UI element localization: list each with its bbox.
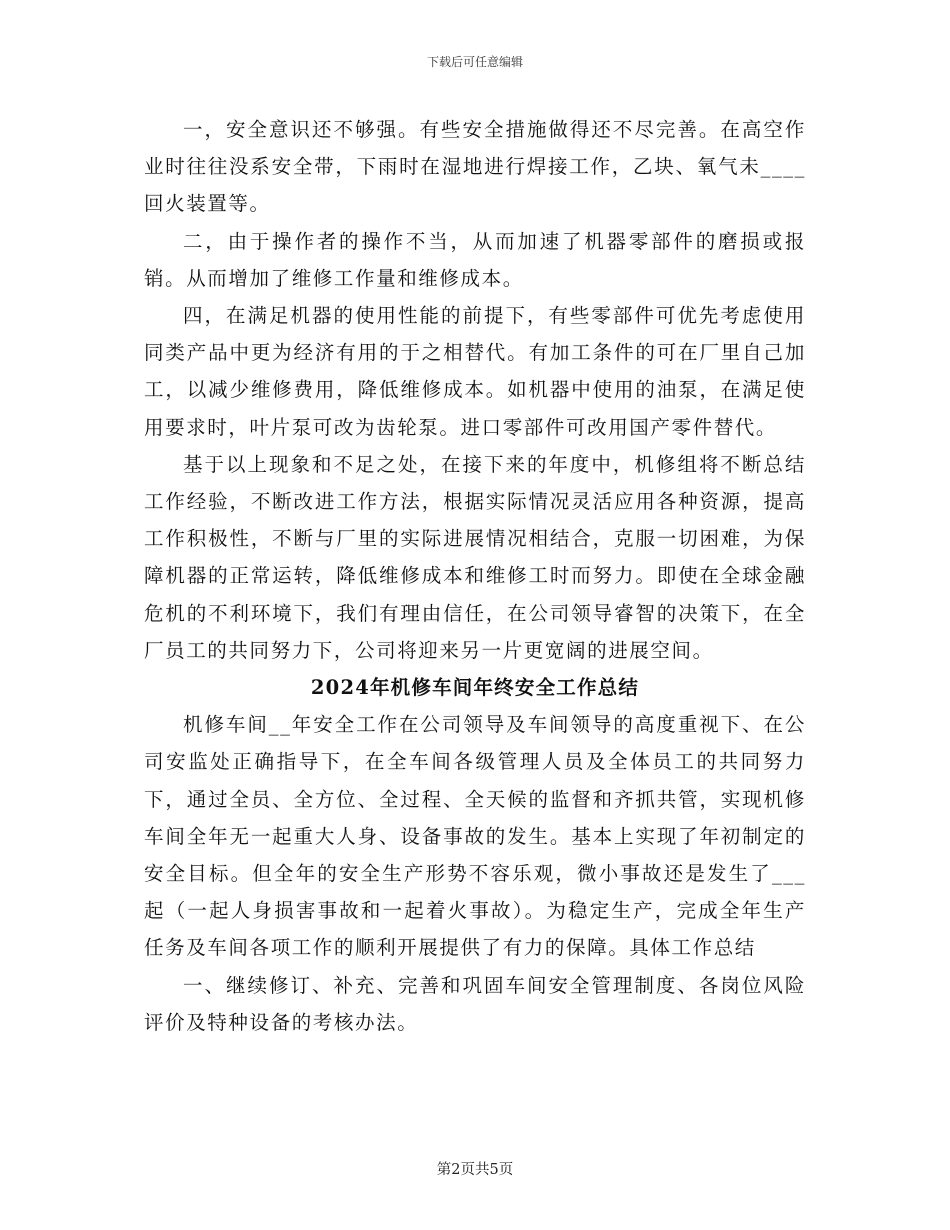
paragraph-parts-substitution: 四，在满足机器的使用性能的前提下，有些零部件可优先考虑使用同类产品中更为经济有用的于之相替代。有加工条件的可在厂里自己加工，以减少维修费用，降低维修成本。如机器中使用的油泵，在满足使用要求时，叶片泵可改为齿轮泵。进口零部件可改用国产零件替代。 xyxy=(144,304,806,439)
section-title: 2024年机修车间年终安全工作总结 xyxy=(310,676,640,700)
paragraph-improper-operation: 二，由于操作者的操作不当，从而加速了机器零部件的磨损或报销。从而增加了维修工作量和维修成本。 xyxy=(144,229,806,290)
page-number: 第2页共5页 xyxy=(436,1162,514,1178)
paragraph-summary-item-one: 一、继续修订、补充、完善和巩固车间安全管理制度、各岗位风险评价及特种设备的考核办法。 xyxy=(144,973,806,1034)
paragraph-outlook: 基于以上现象和不足之处，在接下来的年度中，机修组将不断总结工作经验，不断改进工作方法，根据实际情况灵活应用各种资源，提高工作积极性，不断与厂里的实际进展情况相结合，克服一切困难，为保障机器的正常运转，降低维修成本和维修工时而努力。即使在全球金融危机的不利环境下，我们有理由信任，在公司领导睿智的决策下，在全厂员工的共同努力下，公司将迎来另一片更宽阔的进展空间。 xyxy=(144,452,806,662)
paragraph-summary-intro: 机修车间__年安全工作在公司领导及车间领导的高度重视下、在公司安监处正确指导下，在全车间各级管理人员及全体员工的共同努力下，通过全员、全方位、全过程、全天候的监督和齐抓共管，实现机修车间全年无一起重大人身、设备事故的发生。基本上实现了年初制定的安全目标。但全年的安全生产形势不容乐观，微小事故还是发生了___起（一起人身损害事故和一起着火事故）。为稳定生产，完成全年生产任务及车间各项工作的顺利开展提供了有力的保障。具体工作总结 xyxy=(144,713,806,960)
document-body xyxy=(144,111,806,1041)
paragraph-safety-awareness: 一，安全意识还不够强。有些安全措施做得还不尽完善。在高空作业时往往没系安全带，下雨时在湿地进行焊接工作，乙块、氧气未____回火装置等。 xyxy=(144,118,806,216)
page-header-note: 下载后可任意编辑 xyxy=(426,55,523,69)
